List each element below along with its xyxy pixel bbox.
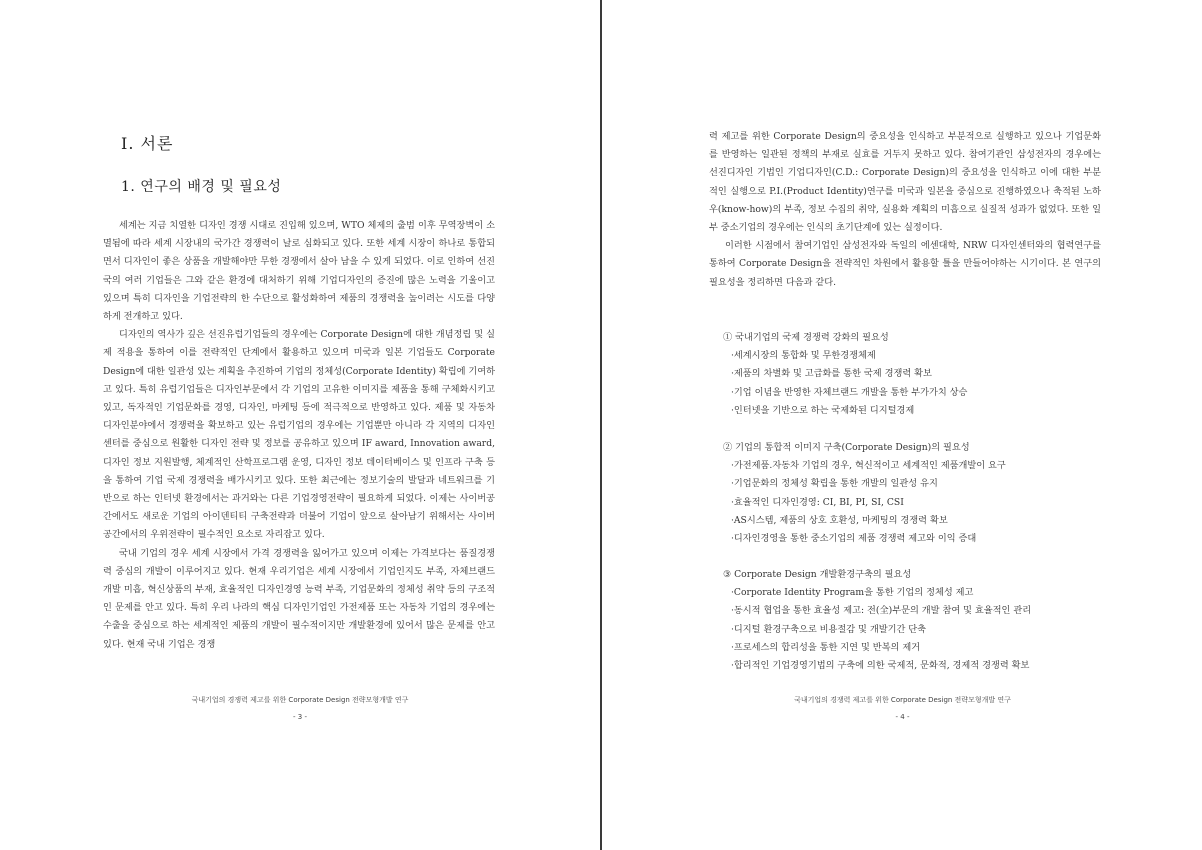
- list-item: ·AS시스템, 제품의 상호 호환성, 마케팅의 경쟁력 확보: [731, 514, 948, 526]
- needs-list-1: [723, 329, 1113, 420]
- list-heading: ③ Corporate Design 개발환경구축의 필요성: [723, 569, 912, 580]
- section-title: 1. 연구의 배경 및 필요성: [121, 179, 282, 195]
- page-number: - 4 -: [895, 713, 910, 721]
- list-item: ·인터넷을 기반으로 하는 국제화된 디지털경제: [731, 404, 915, 416]
- list-item: ·가전제품.자동차 기업의 경우, 혁신적이고 세계적인 제품개발이 요구: [731, 460, 1006, 472]
- page-right: [603, 0, 1202, 850]
- list-item: ·합리적인 기업경영기법의 구축에 의한 국제적, 문화적, 경제적 경쟁력 확보: [731, 660, 1030, 672]
- list-item: ·효율적인 디자인경영: CI, BI, PI, SI, CSI: [731, 496, 904, 508]
- list-item: ·Corporate Identity Program을 통한 기업의 정체성 제고: [731, 587, 974, 599]
- footer-title: 국내기업의 경쟁력 제고를 위한 Corporate Design 전략모형개발 연구: [191, 696, 409, 704]
- list-heading: ② 기업의 통합적 이미지 구축(Corporate Design)의 필요성: [723, 442, 970, 453]
- paragraph: 세계는 지금 치열한 디자인 경쟁 시대로 진입해 있으며, WTO 체제의 출범 이후 무역장벽이 소멸됨에 따라 세계 시장내의 국가간 경쟁력이 날로 심화되고 있다. 또한 세계 시장이 하나로 통합되면서 디자인이 좋은 상품을 개발해야만 무한 경쟁에서 살아 남을 수 있게 되었다. 이로 인하여 선진국의 여러 기업들은 그와 같은 환경에 대처하기 위해 기업디자인의 증진에 많은 노력을 기울이고 있으며 특히 디자인을 기업전략의 한 수단으로 활성화하여 제품의 경쟁력을 높이려는 시도를 다양하게 전개하고 있다.: [103, 220, 495, 323]
- paragraph: 디자인의 역사가 깊은 선진유럽기업들의 경우에는 Corporate Design에 대한 개념정립 및 실제 적용을 통하여 이를 전략적인 단계에서 활용하고 있으며 미국과 일본 기업들도 Corporate Design에 대한 일관성 있는 계획을 추진하여 기업의 정체성(Corporate Identity) 확립에 기여하고 있다. 특히 유럽기업들은 디자인부문에서 각 기업의 고유한 이미지를 제품을 통해 구체화시키고 있고, 독자적인 기업문화를 경영, 디자인, 마케팅 등에 적극적으로 반영하고 있다. 제품 및 자동차 디자인분야에서 경쟁력을 확보하고 있는 유럽기업의 경우에는 기업뿐만 아니라 각 지역의 디자인 센터를 중심으로 원활한 디자인 전략 및 정보를 공유하고 있으며 IF award, Innovation award, 디자인 정보 지원발행, 체계적인 산학프로그램 운영, 디자인 정보 데이터베이스 및 인프라 구축 등을 통하여 기업 국제 경쟁력을 배가시키고 있다. 또한 최근에는 정보기술의 발달과 네트워크를 기반으로 하는 인터넷 환경에서는 과거와는 다른 기업경영전략이 필요하게 되었다. 이제는 사이버공간에서도 새로운 기업의 아이덴티티 구축전략과 더불어 기업이 앞으로 살아남기 위해서는 사이버공간에서의 우위전략이 필수적인 요소로 자리잡고 있다.: [103, 329, 495, 541]
- list-item: ·동시적 협업을 통한 효율성 제고: 전(全)부문의 개발 참여 및 효율적인 관리: [731, 605, 1032, 617]
- list-item: ·디지털 환경구축으로 비용절감 및 개발기간 단축: [731, 623, 927, 635]
- page-divider: [600, 0, 602, 850]
- page-left: [0, 0, 600, 850]
- list-item: ·세계시장의 통합화 및 무한경쟁체제: [731, 350, 876, 362]
- list-item: ·기업문화의 정체성 확립을 통한 개발의 일관성 유지: [731, 478, 938, 490]
- list-item: ·디자인경영을 통한 중소기업의 제품 경쟁력 제고와 이익 증대: [731, 533, 977, 545]
- list-item: ·기업 이념을 반영한 자체브랜드 개발을 통한 부가가치 상승: [731, 386, 968, 398]
- list-item: ·프로세스의 합리성을 통한 지연 및 반복의 제거: [731, 641, 921, 653]
- needs-list-3: [723, 566, 1113, 675]
- paragraph: 이러한 시점에서 참여기업인 삼성전자와 독일의 에센대학, NRW 디자인센터와의 협력연구를 통하여 Corporate Design을 전략적인 차원에서 활용할 틀을 만들어야하는 시기이다. 본 연구의 필요성을 정리하면 다음과 같다.: [709, 240, 1101, 288]
- list-item: ·제품의 차별화 및 고급화를 통한 국제 경쟁력 확보: [731, 368, 932, 380]
- right-body-text: [709, 128, 1101, 292]
- paragraph: 력 제고를 위한 Corporate Design의 중요성을 인식하고 부분적으로 실행하고 있으나 기업문화를 반영하는 일관된 정책의 부재로 실효를 거두지 못하고 있다. 참여기관인 삼성전자의 경우에는 선진디자인 기법인 기업디자인(C.D.: Corporate Design)의 중요성을 인식하고 이에 대한 부분적인 실행으로 P.I.(Product Identity)연구를 미국과 일본을 중심으로 진행하였으나 축적된 노하우(know-how)의 부족, 정보 수집의 취약, 실용화 계획의 미흡으로 실질적 성과가 없었다. 또한 일부 중소기업의 경우에는 인식의 초기단계에 있는 실정이다.: [709, 131, 1101, 234]
- left-body-text: [103, 217, 495, 654]
- page-number: - 3 -: [293, 713, 307, 721]
- chapter-title: Ⅰ. 서론: [121, 134, 174, 153]
- list-heading: ① 국내기업의 국제 경쟁력 강화의 필요성: [723, 332, 889, 343]
- paragraph: 국내 기업의 경우 세계 시장에서 가격 경쟁력을 잃어가고 있으며 이제는 가격보다는 품질경쟁력 중심의 개발이 이루어지고 있다. 현재 우리기업은 세계 시장에서 기업인지도 부족, 자체브랜드 개발 미흡, 혁신상품의 부재, 효율적인 디자인경영 능력 부족, 기업문화의 정체성 취약 등의 구조적인 문제를 안고 있다. 특히 우리 나라의 핵심 디자인기업인 가전제품 또는 자동차 기업의 경우에는 수출을 중심으로 하는 세계적인 제품의 개발이 필수적이지만 개발환경에 있어서 많은 문제를 안고 있다. 현재 국내 기업은 경쟁: [103, 547, 495, 650]
- footer-title: 국내기업의 경쟁력 제고를 위한 Corporate Design 전략모형개발 연구: [794, 696, 1011, 704]
- needs-list-2: [723, 439, 1113, 548]
